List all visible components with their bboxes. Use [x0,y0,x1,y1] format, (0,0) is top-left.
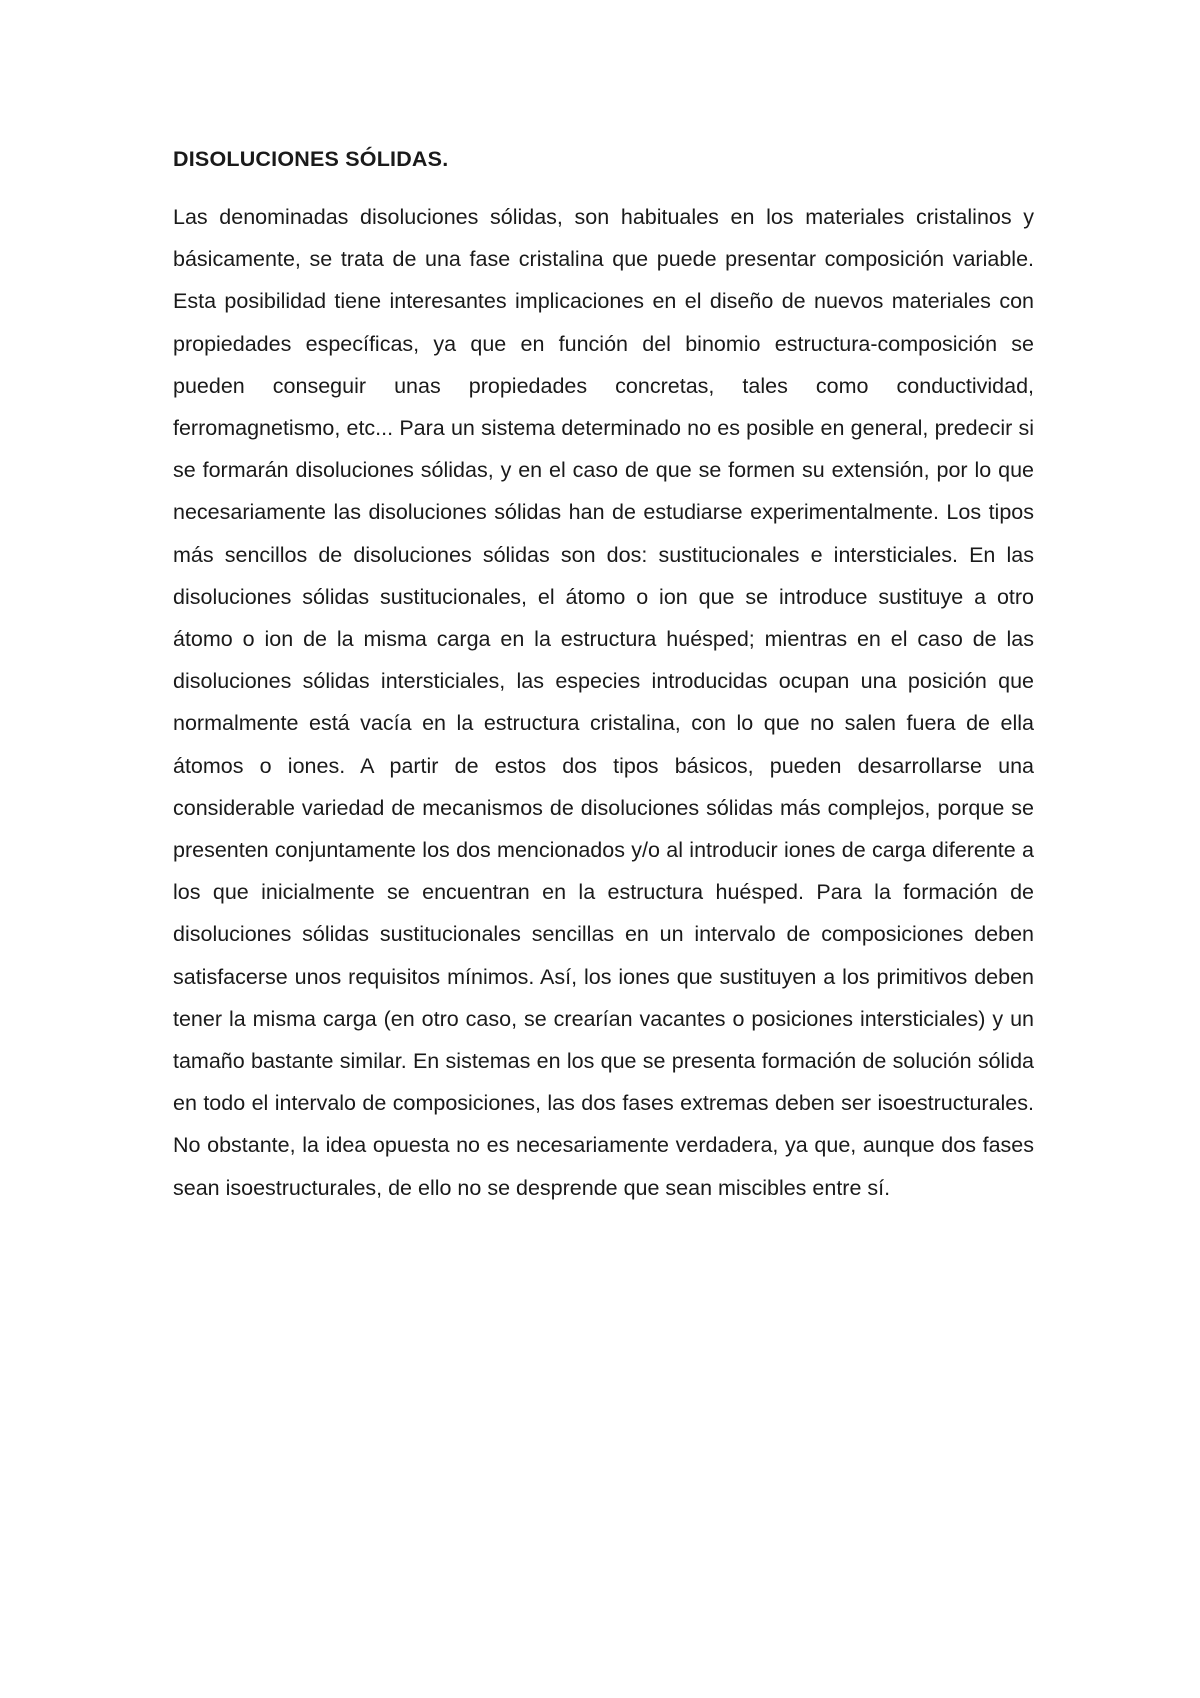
document-title: DISOLUCIONES SÓLIDAS. [173,147,449,171]
document-paragraph: Las denominadas disoluciones sólidas, son habituales en los materiales cristalinos y básicamente, se trata de una fase cristalina que puede presentar composición variable. Esta posibilidad tiene interesantes implicaciones en el diseño de nuevos materiales con propiedades específicas, ya que en función del binomio estructura-composición se pueden conseguir unas propiedades concretas, tales como conductividad, ferromagnetismo, etc... Para un sistema determinado no es posible en general, predecir si se formarán disoluciones sólidas, y en el caso de que se formen su extensión, por lo que necesariamente las disoluciones sólidas han de estudiarse experimentalmente. Los tipos más sencillos de disoluciones sólidas son dos: sustitucionales e intersticiales. En las disoluciones sólidas sustitucionales, el átomo o ion que se introduce sustituye a otro átomo o ion de la misma carga en la estructura huésped; mientras en el caso de las disoluciones sólidas intersticiales, las especies introducidas ocupan una posición que normalmente está vacía en la estructura cristalina, con lo que no salen fuera de ella átomos o iones. A partir de estos dos tipos básicos, pueden desarrollarse una considerable variedad de mecanismos de disoluciones sólidas más complejos, porque se presenten conjuntamente los dos mencionados y/o al introducir iones de carga diferente a los que inicialmente se encuentran en la estructura huésped. Para la formación de disoluciones sólidas sustitucionales sencillas en un intervalo de composiciones deben satisfacerse unos requisitos mínimos. Así, los iones que sustituyen a los primitivos deben tener la misma carga (en otro caso, se crearían vacantes o posiciones intersticiales) y un tamaño bastante similar. En sistemas en los que se presenta formación de solución sólida en todo el intervalo de composiciones, las dos fases extremas deben ser isoestructurales. No obstante, la idea opuesta no es necesariamente verdadera, ya que, aunque dos fases sean isoestructurales, de ello no se desprende que sean miscibles entre sí. [173,205,1034,1200]
document-content [173,140,1034,1209]
